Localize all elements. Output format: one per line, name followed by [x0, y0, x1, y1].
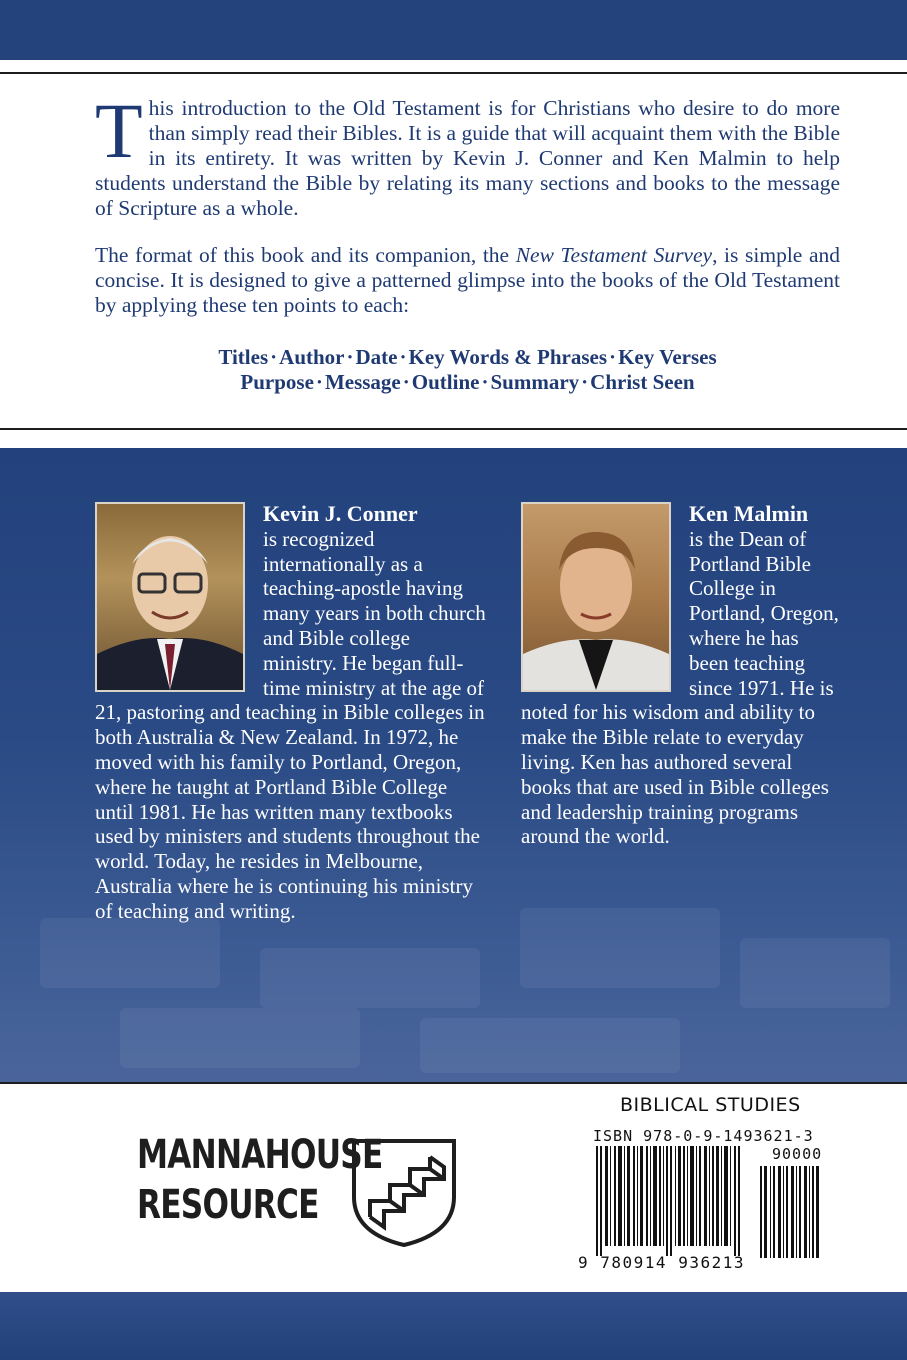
point-item: Titles: [218, 345, 269, 369]
book-category: BIBLICAL STUDIES: [620, 1094, 801, 1116]
portrait-illustration: [523, 504, 669, 690]
stone-texture: [40, 918, 220, 988]
point-item: Outline: [411, 370, 480, 394]
price-addon-barcode: [760, 1166, 820, 1258]
companion-book-title: New Testament Survey: [515, 243, 713, 267]
author-name: Kevin J. Conner: [263, 501, 418, 526]
point-item: Key Verses: [618, 345, 717, 369]
point-item: Author: [279, 345, 345, 369]
intro-bottom-rule: [0, 428, 907, 430]
bottom-color-band: [0, 1292, 907, 1360]
stone-texture: [120, 1008, 360, 1068]
publisher-name-line2: RESOURCE: [137, 1182, 319, 1228]
point-item: Summary: [490, 370, 580, 394]
author-bio-text: is the Dean of Portland Bible College in Portland, Oregon, where he has been teaching since 1971. He is noted for his wisdom and ability to make the Bible relate to everyday living. Ken has authored several books that are used in Bible colleges and leadership training programs around the world.: [521, 526, 839, 849]
drop-cap: T: [95, 87, 143, 174]
stairs-shield-logo-icon: [350, 1137, 458, 1249]
ken-malmin-photo: [521, 502, 671, 692]
stone-texture: [520, 908, 720, 988]
kevin-conner-photo: [95, 502, 245, 692]
author-name: Ken Malmin: [689, 501, 809, 526]
intro-paragraph-1: This introduction to the Old Testament is for Christians who desire to do more than simply read their Bibles. It is a guide that will acquaint them with the Bible in its entirety. It was written by Kevin J. Conner and Ken Malmin to help students understand the Bible by relating its many sections and books to the message of Scripture as a whole.: [95, 87, 840, 220]
author-bio-text: is recognized internationally as a teaching-apostle having many years in both church and Bible college ministry. He began full-time ministry at the age of 21, pastoring and teaching in Bible colleges in both Australia & New Zealand. In 1972, he moved with his family to Portland, Oregon, where he taught at Portland Bible College until 1981. He has written many textbooks used by ministers and students throughout the world. Today, he resides in Melbourne, Australia where he is continuing his ministry of teaching and writing.: [95, 526, 486, 923]
point-item: Purpose: [240, 370, 314, 394]
point-item: Christ Seen: [590, 370, 695, 394]
intro-text: [95, 87, 840, 318]
top-color-band: [0, 0, 907, 60]
point-item: Key Words & Phrases: [408, 345, 608, 369]
isbn-number: ISBN 978-0-9-1493621-3: [593, 1127, 814, 1145]
ean-barcode: [596, 1146, 744, 1256]
bio-kevin-conner: [95, 502, 487, 924]
stone-texture: [420, 1018, 680, 1073]
top-rule: [0, 72, 907, 74]
intro-paragraph-2: The format of this book and its companion, the New Testament Survey, is simple and concise. It is designed to give a patterned glimpse into the books of the Old Testament by applying these ten points to each:: [95, 243, 840, 317]
stone-texture: [260, 948, 480, 1008]
points-row-2: Purpose·Message·Outline·Summary·Christ Seen: [240, 370, 695, 394]
stone-texture: [740, 938, 890, 1008]
points-row-1: Titles·Author·Date·Key Words & Phrases·Key Verses: [218, 345, 717, 369]
bio-ken-malmin: [521, 502, 841, 849]
price-code: 90000: [772, 1145, 823, 1163]
point-item: Message: [324, 370, 401, 394]
ean-digits: 9 780914 936213: [578, 1253, 745, 1272]
ten-points-list: [95, 345, 840, 395]
portrait-illustration: [97, 504, 243, 690]
publisher-name-line1: MANNAHOUSE: [137, 1132, 383, 1178]
point-item: Date: [355, 345, 398, 369]
publisher-wordmark: [137, 1130, 383, 1230]
